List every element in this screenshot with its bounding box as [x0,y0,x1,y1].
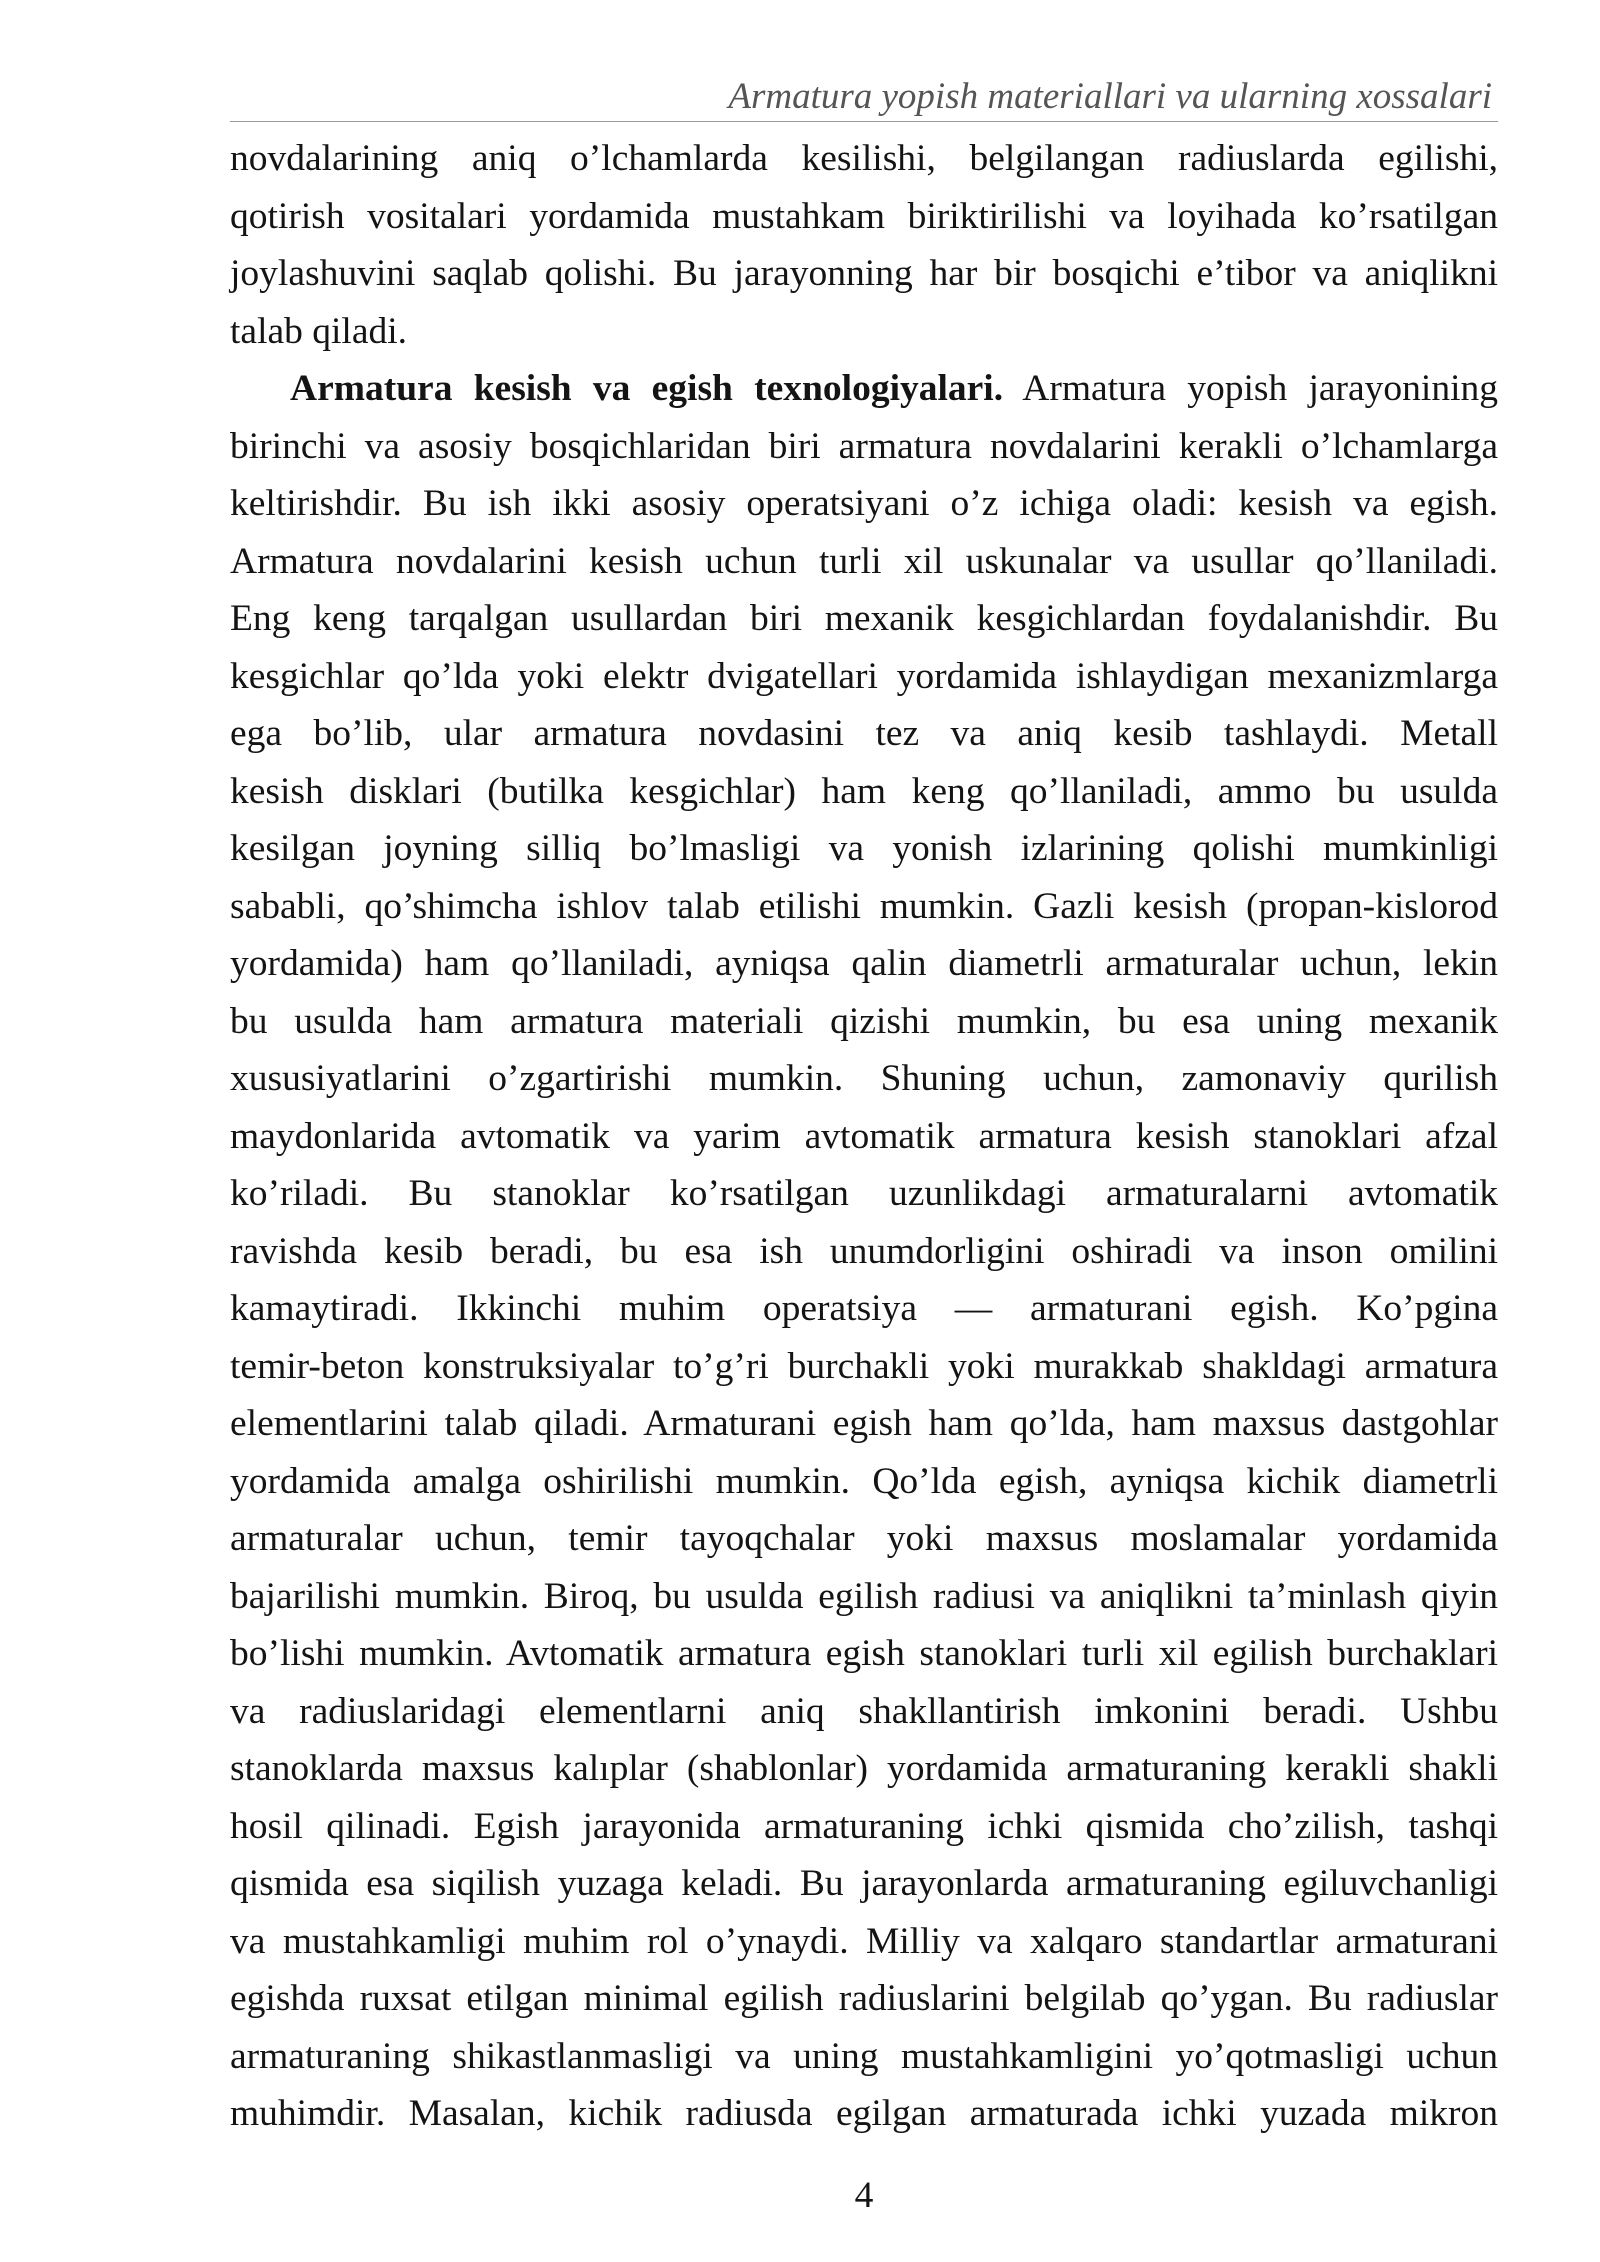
text-line: bu usulda ham armatura materiali qizishi mumkin, bu esa uning mexanik [230,1000,1498,1042]
text-line: armaturalar uchun, temir tayoqchalar yoki maxsus moslamalar yordamida [230,1518,1498,1559]
paragraph [230,360,1498,2143]
text-line: birinchi va asosiy bosqichlaridan biri armatura novdalarini kerakli o’lchamlarga [230,425,1498,467]
text-line: bo’lishi mumkin. Avtomatik armatura egish stanoklari turli xil egilish burchaklari [230,1633,1498,1674]
text-line: qotirish vositalari yordamida mustahkam biriktirilishi va loyihada ko’rsatilgan [230,195,1498,237]
text-line: keltirishdir. Bu ish ikki asosiy operatsiyani o’z ichiga oladi: kesish va egish. [230,483,1498,524]
text-line: elementlarini talab qiladi. Armaturani egish ham qo’lda, ham maxsus dastgohlar [230,1403,1498,1444]
section-heading: Armatura kesish va egish texnologiyalari. [290,368,1004,409]
text-line: va mustahkamligi muhim rol o’ynaydi. Milliy va xalqaro standartlar armaturani [230,1920,1498,1962]
header-rule [230,121,1498,122]
text-line: stanoklarda maxsus kalıplar (shablonlar) yordamida armaturaning kerakli shakli [230,1748,1498,1789]
text-line: va radiuslaridagi elementlarni aniq shakllantirish imkonini beradi. Ushbu [230,1690,1498,1732]
text-run: Armatura yopish jarayonining [1022,368,1498,409]
text-line: ko’riladi. Bu stanoklar ko’rsatilgan uzunlikdagi armaturalarni avtomatik [230,1173,1498,1214]
text-line: armaturaning shikastlanmasligi va uning mustahkamligini yo’qotmasligi uchun [230,2035,1498,2077]
text-line: yordamida amalga oshirilishi mumkin. Qo’lda egish, ayniqsa kichik diametrli [230,1460,1498,1502]
text-line: Armatura novdalarini kesish uchun turli xil uskunalar va usullar qo’llaniladi. [230,540,1498,582]
text-line: Eng keng tarqalgan usullardan biri mexanik kesgichlardan foydalanishdir. Bu [230,598,1498,639]
text-line: novdalarining aniq o’lchamlarda kesilishi, belgilangan radiuslarda egilishi, [230,138,1498,179]
text-line: ega bo’lib, ular armatura novdasini tez va aniq kesib tashlaydi. Metall [230,713,1498,754]
text-line: yordamida) ham qo’llaniladi, ayniqsa qalin diametrli armaturalar uchun, lekin [230,943,1498,984]
text-line: kesish disklari (butilka kesgichlar) ham keng qo’llaniladi, ammo bu usulda [230,770,1498,812]
text-line: ravishda kesib beradi, bu esa ish unumdorligini oshiradi va inson omilini [230,1230,1498,1272]
text-line: kesilgan joyning silliq bo’lmasligi va yonish izlarining qolishi mumkinligi [230,828,1498,869]
text-line: kesgichlar qo’lda yoki elektr dvigatellari yordamida ishlaydigan mexanizmlarga [230,655,1498,697]
text-line [230,360,1498,418]
text-line: bajarilishi mumkin. Biroq, bu usulda egilish radiusi va aniqlikni ta’minlash qiyin [230,1575,1498,1617]
text-line: egishda ruxsat etilgan minimal egilish radiuslarini belgilab qo’ygan. Bu radiuslar [230,1978,1498,2019]
text-line: talab qiladi. [230,310,408,352]
running-header: Armatura yopish materiallari va ularning xossalari [728,76,1492,117]
paragraph [230,130,1498,360]
text-line: muhimdir. Masalan, kichik radiusda egilgan armaturada ichki yuzada mikron [230,2093,1498,2134]
text-line: hosil qilinadi. Egish jarayonida armaturaning ichki qismida cho’zilish, tashqi [230,1805,1498,1847]
text-line: joylashuvini saqlab qolishi. Bu jarayonning har bir bosqichi e’tibor va aniqlikni [230,253,1498,294]
text-line: kamaytiradi. Ikkinchi muhim operatsiya — armaturani egish. Ko’pgina [230,1288,1498,1329]
body-text [230,130,1498,2143]
text-line: xususiyatlarini o’zgartirishi mumkin. Shuning uchun, zamonaviy qurilish [230,1058,1498,1099]
text-line: sababli, qo’shimcha ishlov talab etilishi mumkin. Gazli kesish (propan-kislorod [230,885,1498,927]
text-line: qismida esa siqilish yuzaga keladi. Bu jarayonlarda armaturaning egiluvchanligi [230,1863,1498,1904]
page-number: 4 [854,2175,874,2216]
text-line: temir-beton konstruksiyalar to’g’ri burchakli yoki murakkab shakldagi armatura [230,1345,1498,1387]
text-line: maydonlarida avtomatik va yarim avtomatik armatura kesish stanoklari afzal [230,1115,1498,1157]
